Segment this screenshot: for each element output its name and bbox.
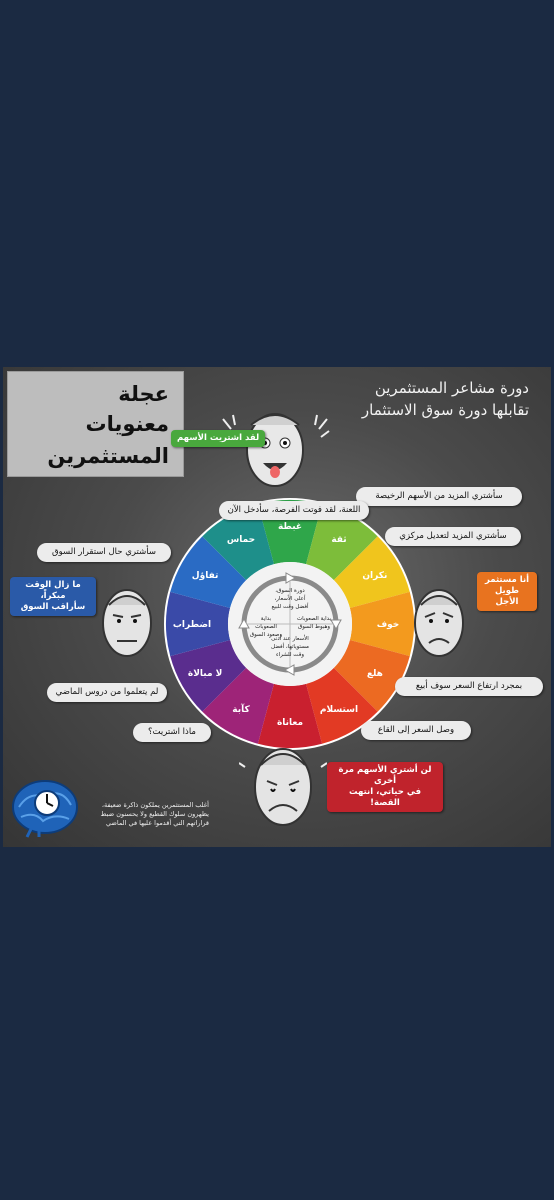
investor-sentiment-poster <box>3 367 551 847</box>
inner-text-left-2: وصعود السوق <box>249 632 283 638</box>
inner-text-bottom-1: مستوياتها، أفضل <box>271 644 309 650</box>
still-early-line2: سأراقب السوق <box>20 602 86 612</box>
bubble-average-down: سأشتري المزيد لتعديل مركزي <box>385 527 521 546</box>
inner-text-right-0: بداية الصعوبات <box>296 616 332 622</box>
bubble-buy-when-stable: سأشتري حال استقرار السوق <box>37 543 171 562</box>
worried-face-left-icon <box>95 579 159 665</box>
header-line2: تقابلها دورة سوق الاستثمار <box>361 401 529 419</box>
wheel-segment-label-6: معاناة <box>276 718 304 728</box>
wheel-segment-label-1: ثقة <box>331 535 347 546</box>
wheel-segment-label-10: تفاؤل <box>191 571 219 581</box>
despair-face-icon <box>239 737 327 837</box>
wheel-segment-label-0: غبطة <box>277 522 303 532</box>
never-again-line2: في حياتي، انتهت القصة! <box>348 787 422 808</box>
still-early-line1: ما زال الوقت مبكراً، <box>25 580 81 601</box>
inner-text-left-0: بداية <box>260 616 272 622</box>
bubble-missed-chance: اللعنة، لقد فوتت الفرصة، سأدخل الآن <box>219 501 369 520</box>
wheel-segment-label-7: كآبة <box>232 704 250 715</box>
footnote-line2: يظهرون سلوك القطيع ولا يحسنون ضبط <box>100 810 209 818</box>
bubble-not-learned: لم يتعلموا من دروس الماضي <box>47 683 167 702</box>
wheel-segment-label-4: هلع <box>366 669 383 679</box>
bubble-never-again <box>327 762 443 812</box>
bubble-still-early <box>10 577 96 616</box>
bubble-what-did-i-buy: ماذا اشتريت؟ <box>133 723 211 742</box>
inner-text-top-2: أفضل وقت للبيع <box>271 604 309 610</box>
inner-text-bottom-0: الأسعار عند أدنى <box>271 636 309 642</box>
bubble-sell-when-rise: بمجرد ارتفاع السعر سوف أبيع <box>395 677 543 696</box>
wheel-segment-label-3: خوف <box>376 620 400 630</box>
inner-text-top-0: دورة السوق، <box>275 588 305 594</box>
footnote-line3: قراراتهم التي أقدموا عليها في الماضي <box>106 819 209 827</box>
bubble-price-bottom: وصل السعر إلى القاع <box>361 721 471 740</box>
wheel-segment-label-8: لا مبالاة <box>187 669 223 679</box>
footnote-line1: أغلب المستثمرين يملكون ذاكرة ضعيفة، <box>101 801 209 809</box>
wheel-segment-label-5: استسلام <box>319 704 359 715</box>
bubble-bought-stocks: لقد اشتريت الأسهم <box>171 430 265 447</box>
poster-title-line3: المستثمرين <box>47 444 169 468</box>
bubble-long-term-investor <box>477 572 537 611</box>
poster-title-box <box>7 371 184 477</box>
inner-text-bottom-2: وقت للشراء <box>276 652 304 658</box>
wheel-segment-label-9: اضطراب <box>172 620 212 630</box>
emotion-wheel <box>163 497 417 751</box>
header-line1: دورة مشاعر المستثمرين <box>374 379 529 397</box>
poster-title-line2: معنويات <box>85 412 169 436</box>
bubble-buy-more-cheap: سأشتري المزيد من الأسهم الرخيصة <box>356 487 522 506</box>
footnote <box>85 801 209 828</box>
anxious-face-right-icon <box>407 579 471 665</box>
inner-text-top-1: أعلى الأسعار، <box>274 596 306 602</box>
never-again-line1: لن أشتري الأسهم مرة أخرى <box>338 765 432 786</box>
inner-text-right-1: وهبوط السوق <box>297 624 331 630</box>
long-term-line1: أنا مستثمر <box>484 575 530 585</box>
wheel-segment-label-2: نكران <box>362 571 388 581</box>
inner-text-left-1: الصعوبات <box>255 624 277 630</box>
long-term-line2: طويل الأجل <box>494 586 520 607</box>
poster-title-line1: عجلة <box>118 382 169 406</box>
wheel-segment-label-11: حماس <box>226 535 256 546</box>
brain-clock-icon <box>9 777 81 839</box>
